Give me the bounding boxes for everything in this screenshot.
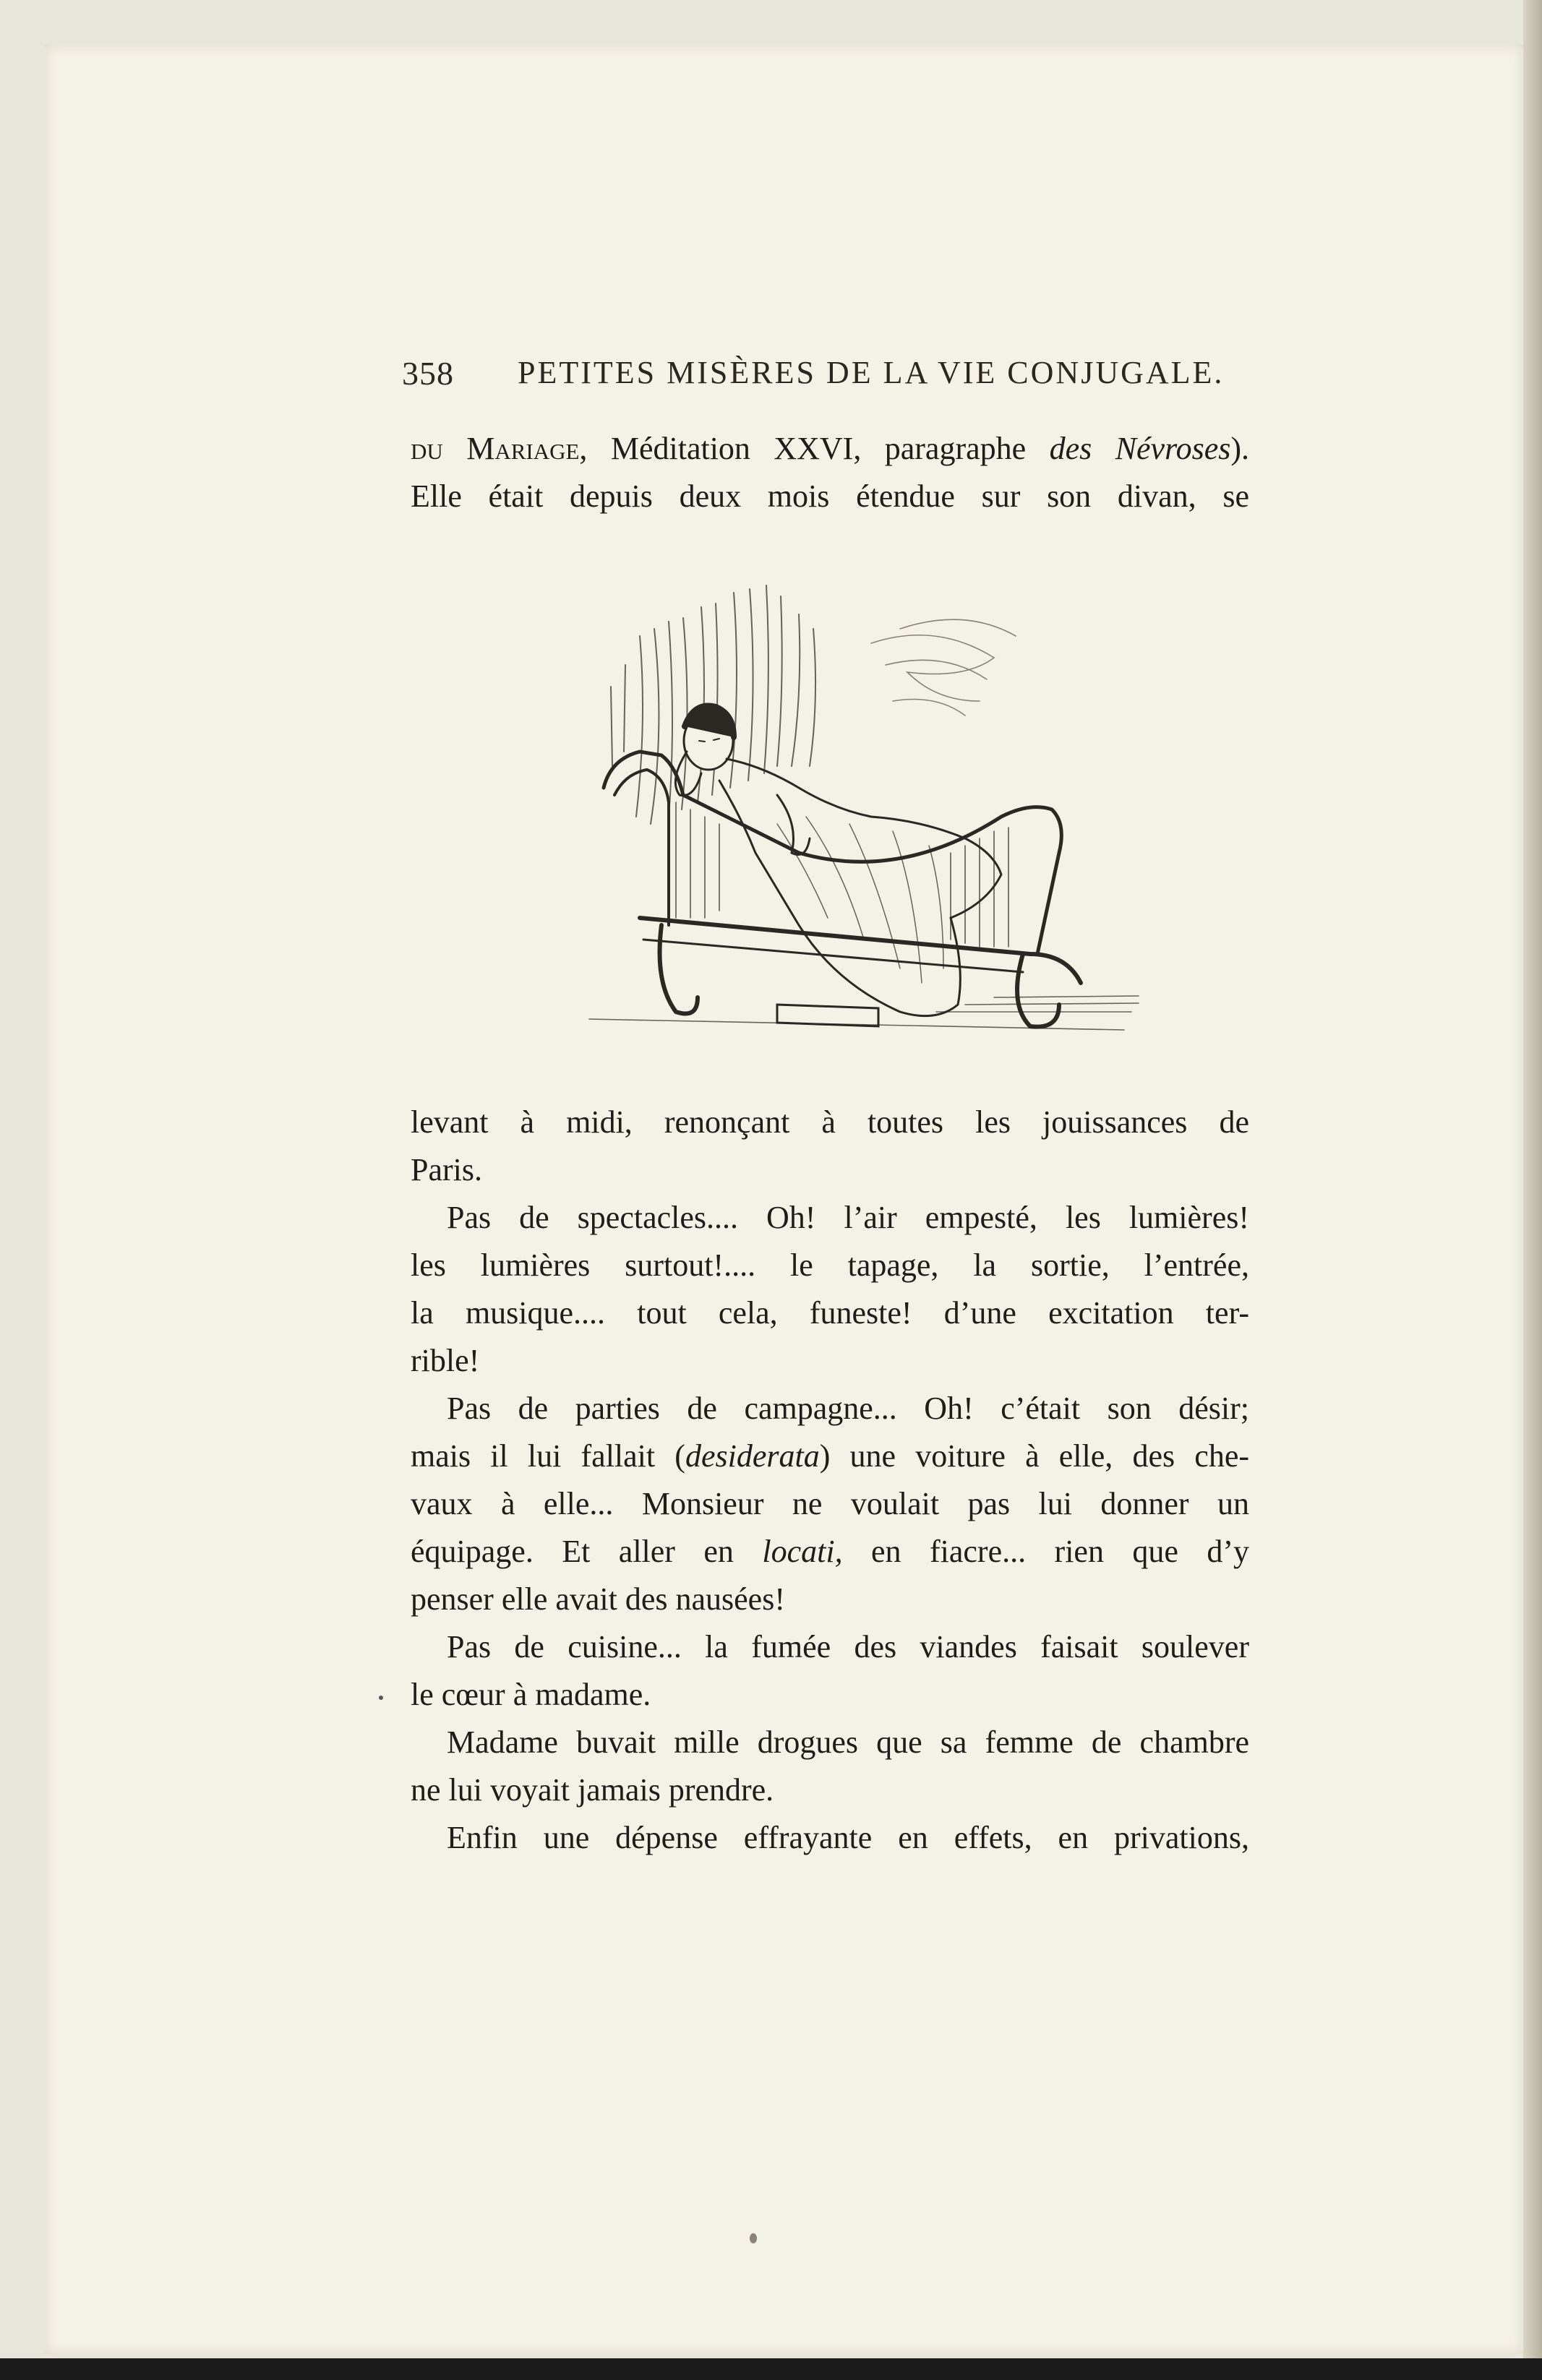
text-line: Pas de parties de campagne... Oh! c’était son désir; <box>447 1391 1249 1426</box>
text-line: penser elle avait des nausées! <box>411 1581 785 1617</box>
text-line: levant à midi, renonçant à toutes les jouissances de <box>411 1104 1249 1140</box>
text-run: , Méditation XXVI, paragraphe <box>579 431 1050 466</box>
italic-text: des Névroses <box>1049 431 1231 466</box>
italic-text: locati, <box>762 1534 843 1569</box>
text-line: vaux à elle... Monsieur ne voulait pas lui donner un <box>411 1486 1249 1521</box>
running-title: PETITES MISÈRES DE LA VIE CONJUGALE. <box>518 355 1225 390</box>
text-top <box>411 425 1249 520</box>
scan-edge-right <box>1523 0 1542 2380</box>
text-run: ) une voiture à elle, des che- <box>819 1438 1249 1474</box>
text-run: mais il lui fallait ( <box>411 1438 685 1474</box>
text-line: la musique.... tout cela, funeste! d’une excitation ter- <box>411 1295 1249 1331</box>
text-line: Elle était depuis deux mois étendue sur son divan, se <box>411 478 1249 514</box>
text-line <box>411 1432 1249 1480</box>
scan-edge-bottom <box>0 2358 1542 2380</box>
text-line <box>411 1528 1249 1576</box>
text-line: Paris. <box>411 1152 482 1187</box>
text-line: Pas de cuisine... la fumée des viandes faisait soulever <box>447 1629 1249 1664</box>
text-line: les lumières surtout!.... le tapage, la sortie, l’entrée, <box>411 1247 1249 1283</box>
ink-speck <box>379 1696 383 1700</box>
text-line <box>411 425 1249 473</box>
text-line: Pas de spectacles.... Oh! l’air empesté, les lumières! <box>447 1200 1249 1235</box>
engraving-woman-on-divan <box>560 578 1146 1048</box>
text-line: Enfin une dépense effrayante en effets, en privations, <box>447 1820 1249 1855</box>
text-body <box>411 1099 1249 1862</box>
text-run: équipage. Et aller en <box>411 1534 763 1569</box>
ink-smudge <box>750 2233 757 2243</box>
small-caps-text: du Mariage <box>411 431 580 466</box>
text-line: rible! <box>411 1343 480 1378</box>
text-line: Madame buvait mille drogues que sa femme de chambre <box>447 1724 1249 1760</box>
italic-text: desiderata <box>685 1438 820 1474</box>
page-number: 358 <box>402 355 454 392</box>
text-line: le cœur à madame. <box>411 1677 651 1712</box>
text-run: en fiacre... rien que d’y <box>842 1534 1250 1569</box>
text-line: ne lui voyait jamais prendre. <box>411 1772 774 1808</box>
text-run: ). <box>1230 431 1249 466</box>
